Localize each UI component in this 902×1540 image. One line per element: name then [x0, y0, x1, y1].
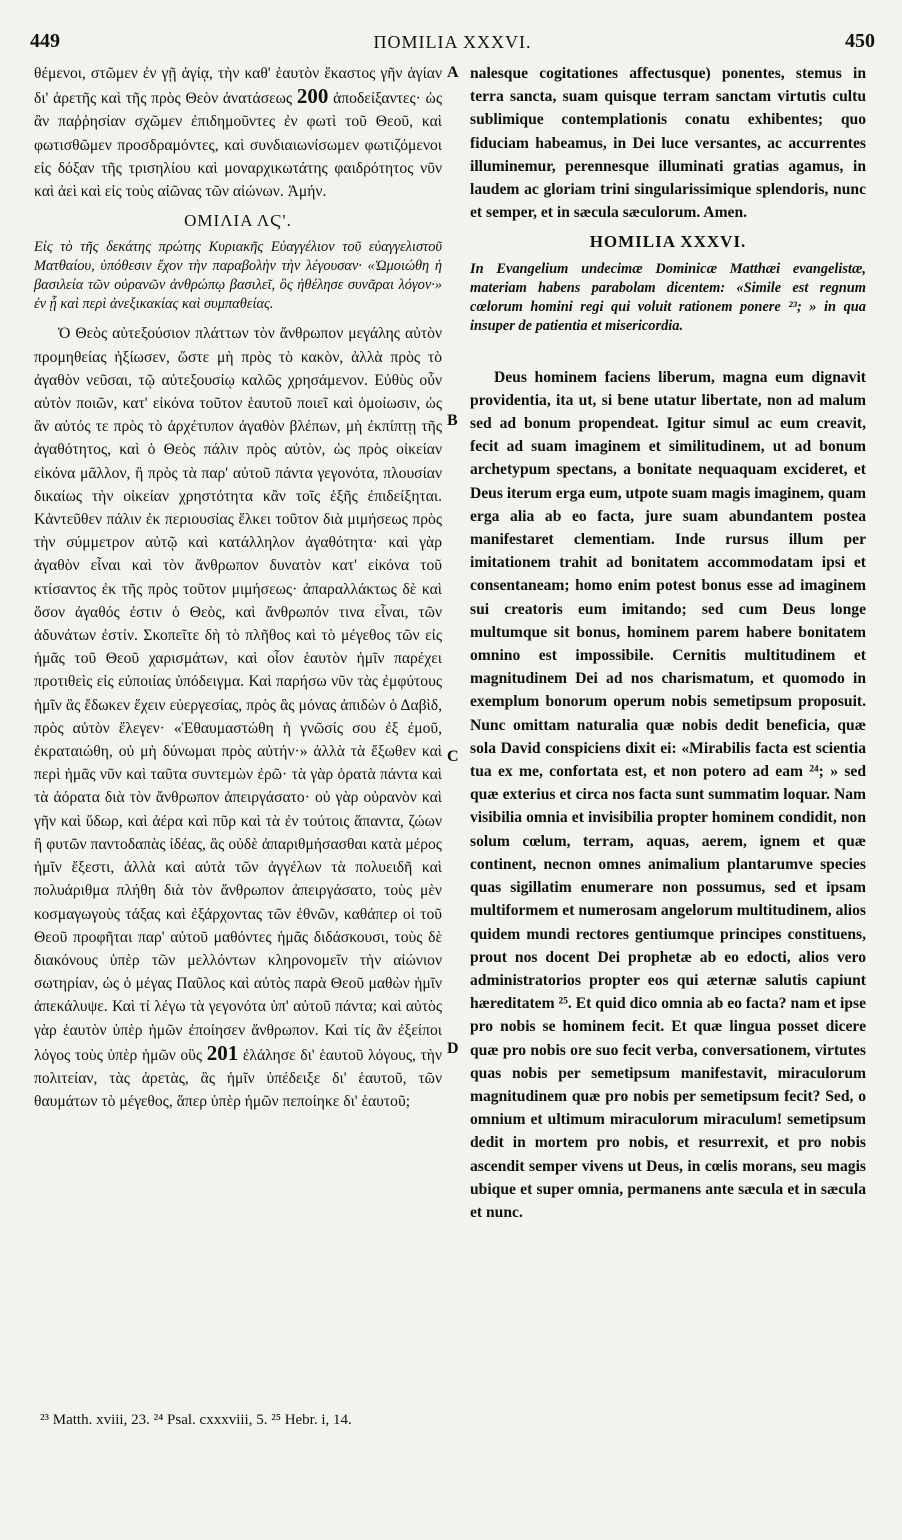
- greek-body-paragraph: [34, 322, 442, 1113]
- margin-letter-b: B: [447, 412, 458, 429]
- greek-column: [34, 62, 442, 1113]
- footnotes: ²³ Matth. xviii, 23. ²⁴ Psal. cxxxviii, 5. ²⁵ Hebr. i, 14.: [40, 1412, 352, 1428]
- running-header: [30, 30, 875, 60]
- greek-page-marker-200: 200: [296, 84, 329, 109]
- latin-homily-summary: In Evangelium undecimæ Dominicæ Matthæi evangelistæ, materiam habens parabolam dicentem: «Simile est regnum cœlorum homini regi qui voluit rationem ponere ²³; » in qua insuper de patientia et misericordia.: [470, 260, 866, 334]
- greek-body-text: Ὁ Θεὸς αὐτεξούσιον πλάττων τὸν ἄνθρωπον μεγάλης αὐτὸν προμηθείας ἠξίωσεν, ὥστε μὴ πρὸς τὸ κακὸν, ἀλλὰ πρὸς τὸ ἀγαθὸν νεῦσαι, τῷ αὐτεξουσίῳ καλῶς χρησάμενον. Εὐθὺς οὖν αὐτὸν ποιῶν, κατ' εἰκόνα τοῦτον ἑαυτοῦ ποιεῖ καὶ ὁμοίωσιν, ὡς ἂν αὐτός τε πρὸς τὸ ἀρχέτυπον ἀγαθὸν βλέπων, μὴ ἐκπίπτῃ τῆς ἀγαθότητος, καὶ ὁ Θεὸς πάλιν πρὸς αὐτὸν, ὡς πρὸς οἰκείαν εἰκόνα μᾶλλον, ἢ πρὸς τὰ παρ' αὐτοῦ πάντα γεγονότα, πλουσίαν δικαίως τὴν οἰκείαν χρηστότητα κἂν τοῖς ἑξῆς ἐπιδείξηται. Κἀντεῦθεν πάλιν ἐκ περιουσίας ἕλκει τοῦτον διὰ μιμήσεως πρὸς τὴν σύμμετρον αὐτῷ καὶ κατάλληλον ἀγαθότητα· καὶ γὰρ ἀγαθὸν εἶναι καὶ τὸν ἄνθρωπον δυνατὸν κατ' εἰκόνα τοῦ κτίσαντος ἐκ τῆς πρὸς τοῦτον μιμήσεως· ἀπαραλλάκτως δὲ καὶ ὅσον ἀγαθός ἐστιν ὁ Θεὸς, καὶ ἄνθρωπόν τινα εἶναι, τῶν ἀδυνάτων ἐστίν. Σκοπεῖτε δὴ τὸ πλῆθος καὶ τὸ μέγεθος τῶν εἰς ἡμᾶς τοῦ Θεοῦ χαρισμάτων, καὶ οἷον ἑαυτὸν ἡμῖν παρέχει προτιθεὶς εἰς εὐποιίας ὑπόδειγμα. Καὶ παρήσω νῦν τὰς ἐμφύτους ἡμῖν ἃς ἔδωκεν ἔχειν εὐεργεσίας, πρὸς ἃς μόνας ἀπιδὼν ὁ Δαβὶδ, πρὸς αὐτὸν ἔλεγεν· «Ἐθαυμαστώθη ἡ γνῶσίς σου ἐξ ἐμοῦ, ἐκραταιώθη, οὐ μὴ δύνωμαι πρὸς αὐτήν·» ἀλλὰ τὰ ἔξωθεν καὶ περὶ ἡμᾶς νῦν καὶ ταῦτα συντεμὼν ἐρῶ· τὰ γὰρ ὁρατὰ πάντα καὶ τὰ ἀόρατα διὰ τὸν ἄνθρωπον ἀπειργάσατο· οὐ γὰρ οὐρανὸν καὶ γῆν καὶ ὕδωρ, καὶ ἀέρα καὶ πῦρ καὶ τὰ ἐν τούτοις ἅπαντα, ζώων ἢ φυτῶν παντοδαπὰς ἰδέας, ἃς οὐδὲ ἀπαριθμήσασθαι κατὰ μέρος ἡμῖν ἔξεστι, ἀλλὰ καὶ αὐτὰ τῶν ἀγγέλων τὰ πολυειδῆ καὶ πολυάριθμα πλήθη διὰ τὸν ἄνθρωπον ἀπειργάσατο, τοὺς μὲν κοσμαγωγοὺς τάξας καὶ ἐξάρχοντας τῶν ἐθνῶν, καθάπερ οἱ τοῦ Θεοῦ προφῆται παρ' αὐτοῦ μαθόντες ἡμᾶς διδάσκουσι, τοὺς δὲ διακόνους ὑπὲρ τῶν μελλόντων κληρονομεῖν τὴν αἰώνιον σωτηρίαν, ὡς ὁ μέγας Παῦλος καὶ αὐτὸς παρὰ Θεοῦ μαθὼν ἡμῖν ἀπεκάλυψε. Καὶ τί λέγω τὰ γεγονότα ὑπ' αὐτοῦ πάντα; καὶ αὐτὸς γὰρ ἑαυτὸν ὑπὲρ ἡμῶν ἐποίησεν ἄνθρωπον. Καὶ τίς ἂν ἐξείποι λόγος τοὺς ὑπὲρ ἡμῶν οὓς: [34, 325, 442, 1064]
- latin-homily-title: HOMILIA XXXVI.: [589, 232, 747, 252]
- latin-column: [470, 62, 866, 1224]
- greek-closing-text-b: ἀποδείξαντες· ὡς ἂν παῤῥησίαν σχῶμεν ἐπιδημοῦντες ἐν φωτὶ τοῦ Θεοῦ, καὶ φωτισθῶμεν προσδραμόντες, καὶ συνδιαιωνίσωμεν φωτιζόμενοι εἰς δόξαν τῆς τρισηλίου καὶ μοναρχικωτάτης φαιδρότητος νῦν καὶ ἀεὶ καὶ εἰς τοὺς αἰῶνας τῶν αἰώνων. Ἀμήν.: [34, 90, 442, 201]
- margin-letter-d: D: [447, 1040, 459, 1057]
- greek-homily-title: ΟΜΙΛΙΑ ΛϚ'.: [184, 211, 292, 231]
- latin-body-paragraph: Deus hominem faciens liberum, magna eum dignavit providentia, ita ut, si bene utatur libertate, non ad malum sed ad bonum propendeat. Igitur simul ac eum creavit, fecit ad suam imaginem et similitudinem, ut ad bonum archetypum spectans, a bonitate nequaquam excideret, et Deus iterum erga eum, utpote suam magis imaginem, quam erga alia ab eo facta, jure suam abundantem postea manifestaret clementiam. Inde rursus illum per imitationem trahit ad bonitatem accommodatam ipsi et consentaneam; homo enim potest bonus esse ad imaginem sui creatoris eum imitando; sed cum Deus longe multumque sit bonus, hominem parem habere bonitatem omnino est impossibile. Cernitis multitudinem et magnitudinem Dei ad nos charismatum, et quomodo in exemplum bonorum operum nobis semetipsum proposuit. Nunc omittam naturalia quæ nobis dedit beneficia, quæ sola David conspiciens dixit ei: «Mirabilis facta est scientia tua ex me, confortata est, et non potero ad eam ²⁴; » sed quæ exterius et circa nos facta sunt summatim loquar. Nam visibilia omnia et invisibilia propter hominem condidit, non solum cœlum, terram, aquas, aerem, ignem et quæ continent, necnon omnes animalium plantarumve species quas sigillatim enumerare non possumus, sed et ipsam multiformem et numerosam angelorum multitudinem, alios quidem mundi rectores gentiumque principes constituens, prout nos docent Dei prophetæ ab eo edocti, alios vero administratorios propter eos qui æternæ salutis capiunt hæreditatem ²⁵. Et quid dico omnia ab eo facta? nam et ipse pro nobis se hominem fecit. Et quæ lingua posset dicere quæ pro nobis ore suo fecit verba, conversationem, virtutes quas nobis per semetipsum manifestavit, miraculorum magnitudinem quæ pro nobis per semetipsum fecit? Sed, o omnium et ultimum miraculorum miraculum! semetipsum dedit in mortem pro nobis, et resurrexit, et pro nobis ascendit semper vivens ut Deus, in cœlis morans, seu magis ubique et super omnia, permanens ante sæcula et in sæcula et nunc.: [470, 368, 866, 1221]
- margin-letter-a: A: [447, 64, 459, 81]
- page-number-right: 450: [845, 30, 875, 52]
- running-title: ΠΟΜΙLIA XXXVI.: [373, 32, 532, 52]
- latin-closing-paragraph: nalesque cogitationes affectusque) ponentes, stemus in terra sancta, suam quisque terram sanctam virtutis cultu sublimique contemplationis conatu exhibentes; quo fiduciam habeamus, in Dei luce versantes, ac accurrentes illuminemur, perennesque illuminati gratias agamus, in laudem ac gloriam trini singularissimique splendoris, nunc et semper, et in sæcula sæculorum. Amen.: [470, 65, 866, 222]
- margin-letter-c: C: [447, 748, 459, 765]
- page-number-left: 449: [30, 30, 60, 52]
- greek-closing-paragraph: [34, 62, 442, 203]
- greek-homily-summary: Εἰς τὸ τῆς δεκάτης πρώτης Κυριακῆς Εὐαγγέλιον τοῦ εὐαγγελιστοῦ Ματθαίου, ὑπόθεσιν ἔχον τὴν παραβολὴν τὴν λέγουσαν· «Ὡμοιώθη ἡ βασιλεία τῶν οὐρανῶν ἀνθρώπῳ βασιλεῖ, ὃς ἠθέλησε συνᾶραι λόγον·» ἐν ᾗ καὶ περὶ ἀνεξικακίας καὶ συμπαθείας.: [34, 239, 442, 313]
- greek-closing-text-a: θέμενοι, στῶμεν ἐν γῇ ἁγίᾳ, τὴν καθ' ἑαυτὸν ἕκαστος γῆν ἁγίαν δι' ἀρετῆς καὶ τῆς πρὸς Θεὸν ἀνατάσεως: [34, 65, 442, 108]
- greek-page-marker-201: 201: [206, 1040, 239, 1065]
- greek-body-end: ἐλάλησε δι' ἑαυτοῦ λόγους, τὴν πολιτείαν, τὰς ἀρετὰς, ἃς ἡμῖν ὑπέδειξε δι' ἑαυτοῦ, τῶν θαυμάτων τὸ μέγεθος, ἅπερ ὑπὲρ ἡμῶν πεποίηκε δι' ἑαυτοῦ;: [34, 1046, 442, 1111]
